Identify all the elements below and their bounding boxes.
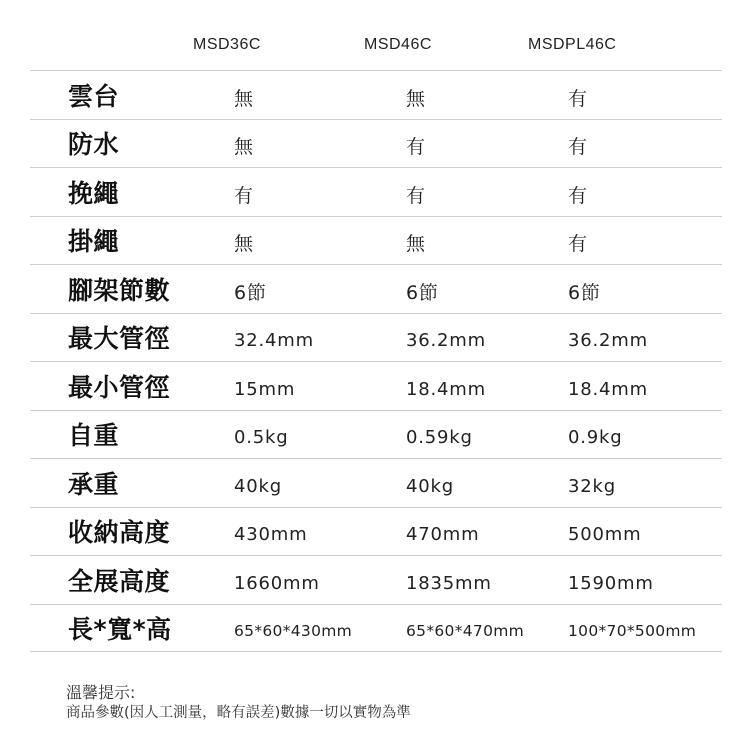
spec-label: 腳架節數 xyxy=(68,275,171,305)
spec-value: 32.4mm xyxy=(234,330,314,352)
model-header xyxy=(0,36,750,60)
spec-row-dimensions xyxy=(30,604,722,653)
spec-value: 500mm xyxy=(568,524,642,546)
model-name-3: MSDPL46C xyxy=(528,36,617,53)
spec-value: 無 xyxy=(406,233,426,256)
spec-value: 無 xyxy=(406,87,426,110)
spec-row-folded-height xyxy=(30,507,722,556)
spec-row-weight xyxy=(30,410,722,459)
spec-row-load xyxy=(30,458,722,507)
spec-value: 6節 xyxy=(234,281,267,304)
spec-row-hand-strap xyxy=(30,167,722,216)
spec-value: 40kg xyxy=(234,475,282,497)
spec-value: 15mm xyxy=(234,378,296,400)
spec-value: 18.4mm xyxy=(568,378,648,400)
spec-label: 雲台 xyxy=(68,81,120,111)
spec-value: 有 xyxy=(234,184,254,207)
spec-value: 有 xyxy=(406,184,426,207)
spec-value: 有 xyxy=(568,87,588,110)
spec-label: 全展高度 xyxy=(68,566,171,596)
spec-value: 無 xyxy=(234,233,254,256)
spec-value: 18.4mm xyxy=(406,378,486,400)
spec-value: 0.9kg xyxy=(568,427,623,449)
spec-table xyxy=(30,70,722,652)
spec-value: 有 xyxy=(406,136,426,159)
spec-label: 最小管徑 xyxy=(68,372,171,402)
spec-value: 1660mm xyxy=(234,572,320,594)
spec-label: 承重 xyxy=(68,469,120,499)
model-name-2: MSD46C xyxy=(364,36,432,53)
spec-value: 6節 xyxy=(406,281,439,304)
spec-label: 收納高度 xyxy=(68,518,171,548)
model-name-1: MSD36C xyxy=(193,36,261,53)
spec-value: 有 xyxy=(568,136,588,159)
spec-label: 長*寬*高 xyxy=(68,614,172,644)
spec-value: 無 xyxy=(234,136,254,159)
spec-value: 1835mm xyxy=(406,572,492,594)
spec-row-leg-sections xyxy=(30,264,722,313)
spec-row-pan-head xyxy=(30,70,722,119)
spec-label: 挽繩 xyxy=(68,178,120,208)
notice xyxy=(66,683,411,723)
spec-label: 最大管徑 xyxy=(68,324,171,354)
spec-value: 65*60*430mm xyxy=(234,621,353,640)
spec-value: 100*70*500mm xyxy=(568,621,697,640)
spec-value: 40kg xyxy=(406,475,454,497)
spec-value: 32kg xyxy=(568,475,616,497)
spec-row-lanyard xyxy=(30,216,722,265)
spec-row-min-tube xyxy=(30,361,722,410)
spec-value: 無 xyxy=(234,87,254,110)
spec-row-waterproof xyxy=(30,119,722,168)
spec-value: 0.59kg xyxy=(406,427,473,449)
spec-value: 65*60*470mm xyxy=(406,621,525,640)
notice-title: 溫馨提示: xyxy=(66,683,136,702)
spec-value: 1590mm xyxy=(568,572,654,594)
spec-value: 36.2mm xyxy=(568,330,648,352)
spec-row-max-tube xyxy=(30,313,722,362)
spec-value: 有 xyxy=(568,184,588,207)
spec-value: 430mm xyxy=(234,524,308,546)
spec-label: 防水 xyxy=(68,130,120,160)
spec-row-extended-height xyxy=(30,555,722,604)
spec-value: 36.2mm xyxy=(406,330,486,352)
spec-value: 470mm xyxy=(406,524,480,546)
spec-label: 自重 xyxy=(68,421,120,451)
notice-body: 商品參數(因人工測量，略有誤差)數據一切以實物為準 xyxy=(66,705,411,721)
spec-value: 0.5kg xyxy=(234,427,289,449)
spec-value: 6節 xyxy=(568,281,601,304)
spec-value: 有 xyxy=(568,233,588,256)
spec-label: 掛繩 xyxy=(68,227,120,257)
